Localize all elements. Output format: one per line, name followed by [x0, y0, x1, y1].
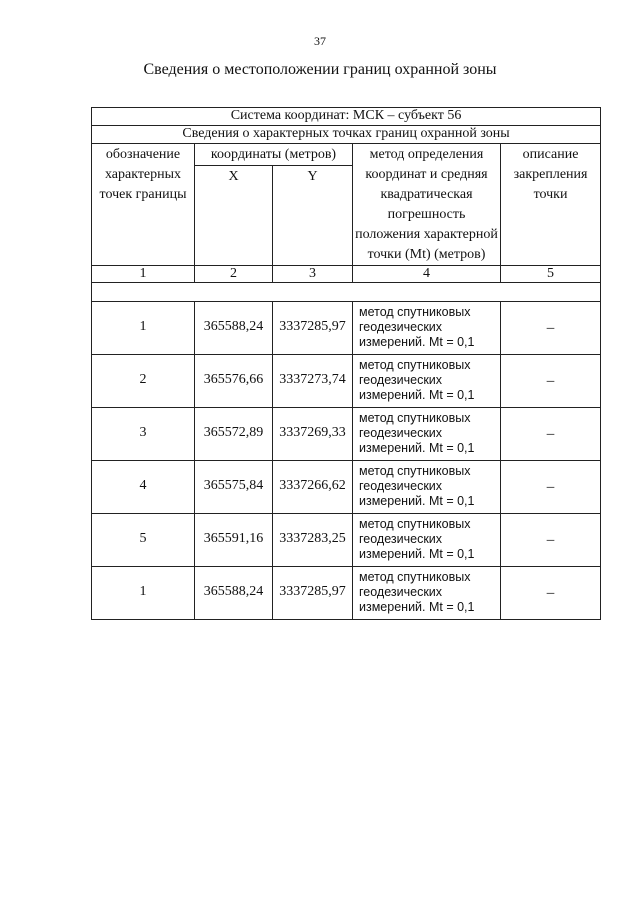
point-x: 365591,16 [195, 513, 273, 566]
point-method: метод спутниковых геодезических измерений. Mt = 0,1 [353, 460, 501, 513]
point-y: 3337285,97 [273, 566, 353, 619]
point-y: 3337273,74 [273, 354, 353, 407]
point-designation: 1 [92, 301, 195, 354]
point-designation: 2 [92, 354, 195, 407]
point-description: – [501, 513, 601, 566]
point-x: 365588,24 [195, 566, 273, 619]
point-designation: 1 [92, 566, 195, 619]
point-method: метод спутниковых геодезических измерений. Mt = 0,1 [353, 407, 501, 460]
header-description: описание закрепления точки [501, 143, 601, 265]
table-row [92, 460, 601, 513]
table-row [92, 301, 601, 354]
table-row [92, 566, 601, 619]
table-row [92, 354, 601, 407]
column-number: 2 [195, 265, 273, 282]
point-designation: 5 [92, 513, 195, 566]
point-method: метод спутниковых геодезических измерений. Mt = 0,1 [353, 566, 501, 619]
point-designation: 3 [92, 407, 195, 460]
point-y: 3337269,33 [273, 407, 353, 460]
column-number: 3 [273, 265, 353, 282]
point-description: – [501, 301, 601, 354]
coordinate-system-row: Система координат: МСК – субъект 56 [92, 108, 601, 126]
point-x: 365572,89 [195, 407, 273, 460]
table-row [92, 513, 601, 566]
point-y: 3337285,97 [273, 301, 353, 354]
point-x: 365575,84 [195, 460, 273, 513]
point-designation: 4 [92, 460, 195, 513]
column-number-row [92, 265, 601, 282]
point-x: 365588,24 [195, 301, 273, 354]
boundary-points-table [91, 107, 601, 620]
point-method: метод спутниковых геодезических измерений. Mt = 0,1 [353, 301, 501, 354]
point-description: – [501, 566, 601, 619]
header-method: метод определения координат и средняя квадратическая погрешность положения характерной точки (Mt) (метров) [353, 143, 501, 265]
page-number: 37 [314, 34, 326, 48]
column-number: 4 [353, 265, 501, 282]
point-method: метод спутниковых геодезических измерений. Mt = 0,1 [353, 513, 501, 566]
document-title: Сведения о местоположении границ охранной зоны [143, 61, 497, 78]
header-designation: обозначение характерных точек границы [92, 143, 195, 265]
point-description: – [501, 460, 601, 513]
column-number: 5 [501, 265, 601, 282]
point-description: – [501, 407, 601, 460]
table-row [92, 407, 601, 460]
header-y: Y [273, 165, 353, 265]
blank-row [92, 282, 601, 301]
column-number: 1 [92, 265, 195, 282]
point-x: 365576,66 [195, 354, 273, 407]
header-x: X [195, 165, 273, 265]
point-method: метод спутниковых геодезических измерений. Mt = 0,1 [353, 354, 501, 407]
point-y: 3337283,25 [273, 513, 353, 566]
section-heading-row: Сведения о характерных точках границ охранной зоны [92, 125, 601, 143]
point-y: 3337266,62 [273, 460, 353, 513]
point-description: – [501, 354, 601, 407]
header-coordinates: координаты (метров) [195, 143, 353, 165]
